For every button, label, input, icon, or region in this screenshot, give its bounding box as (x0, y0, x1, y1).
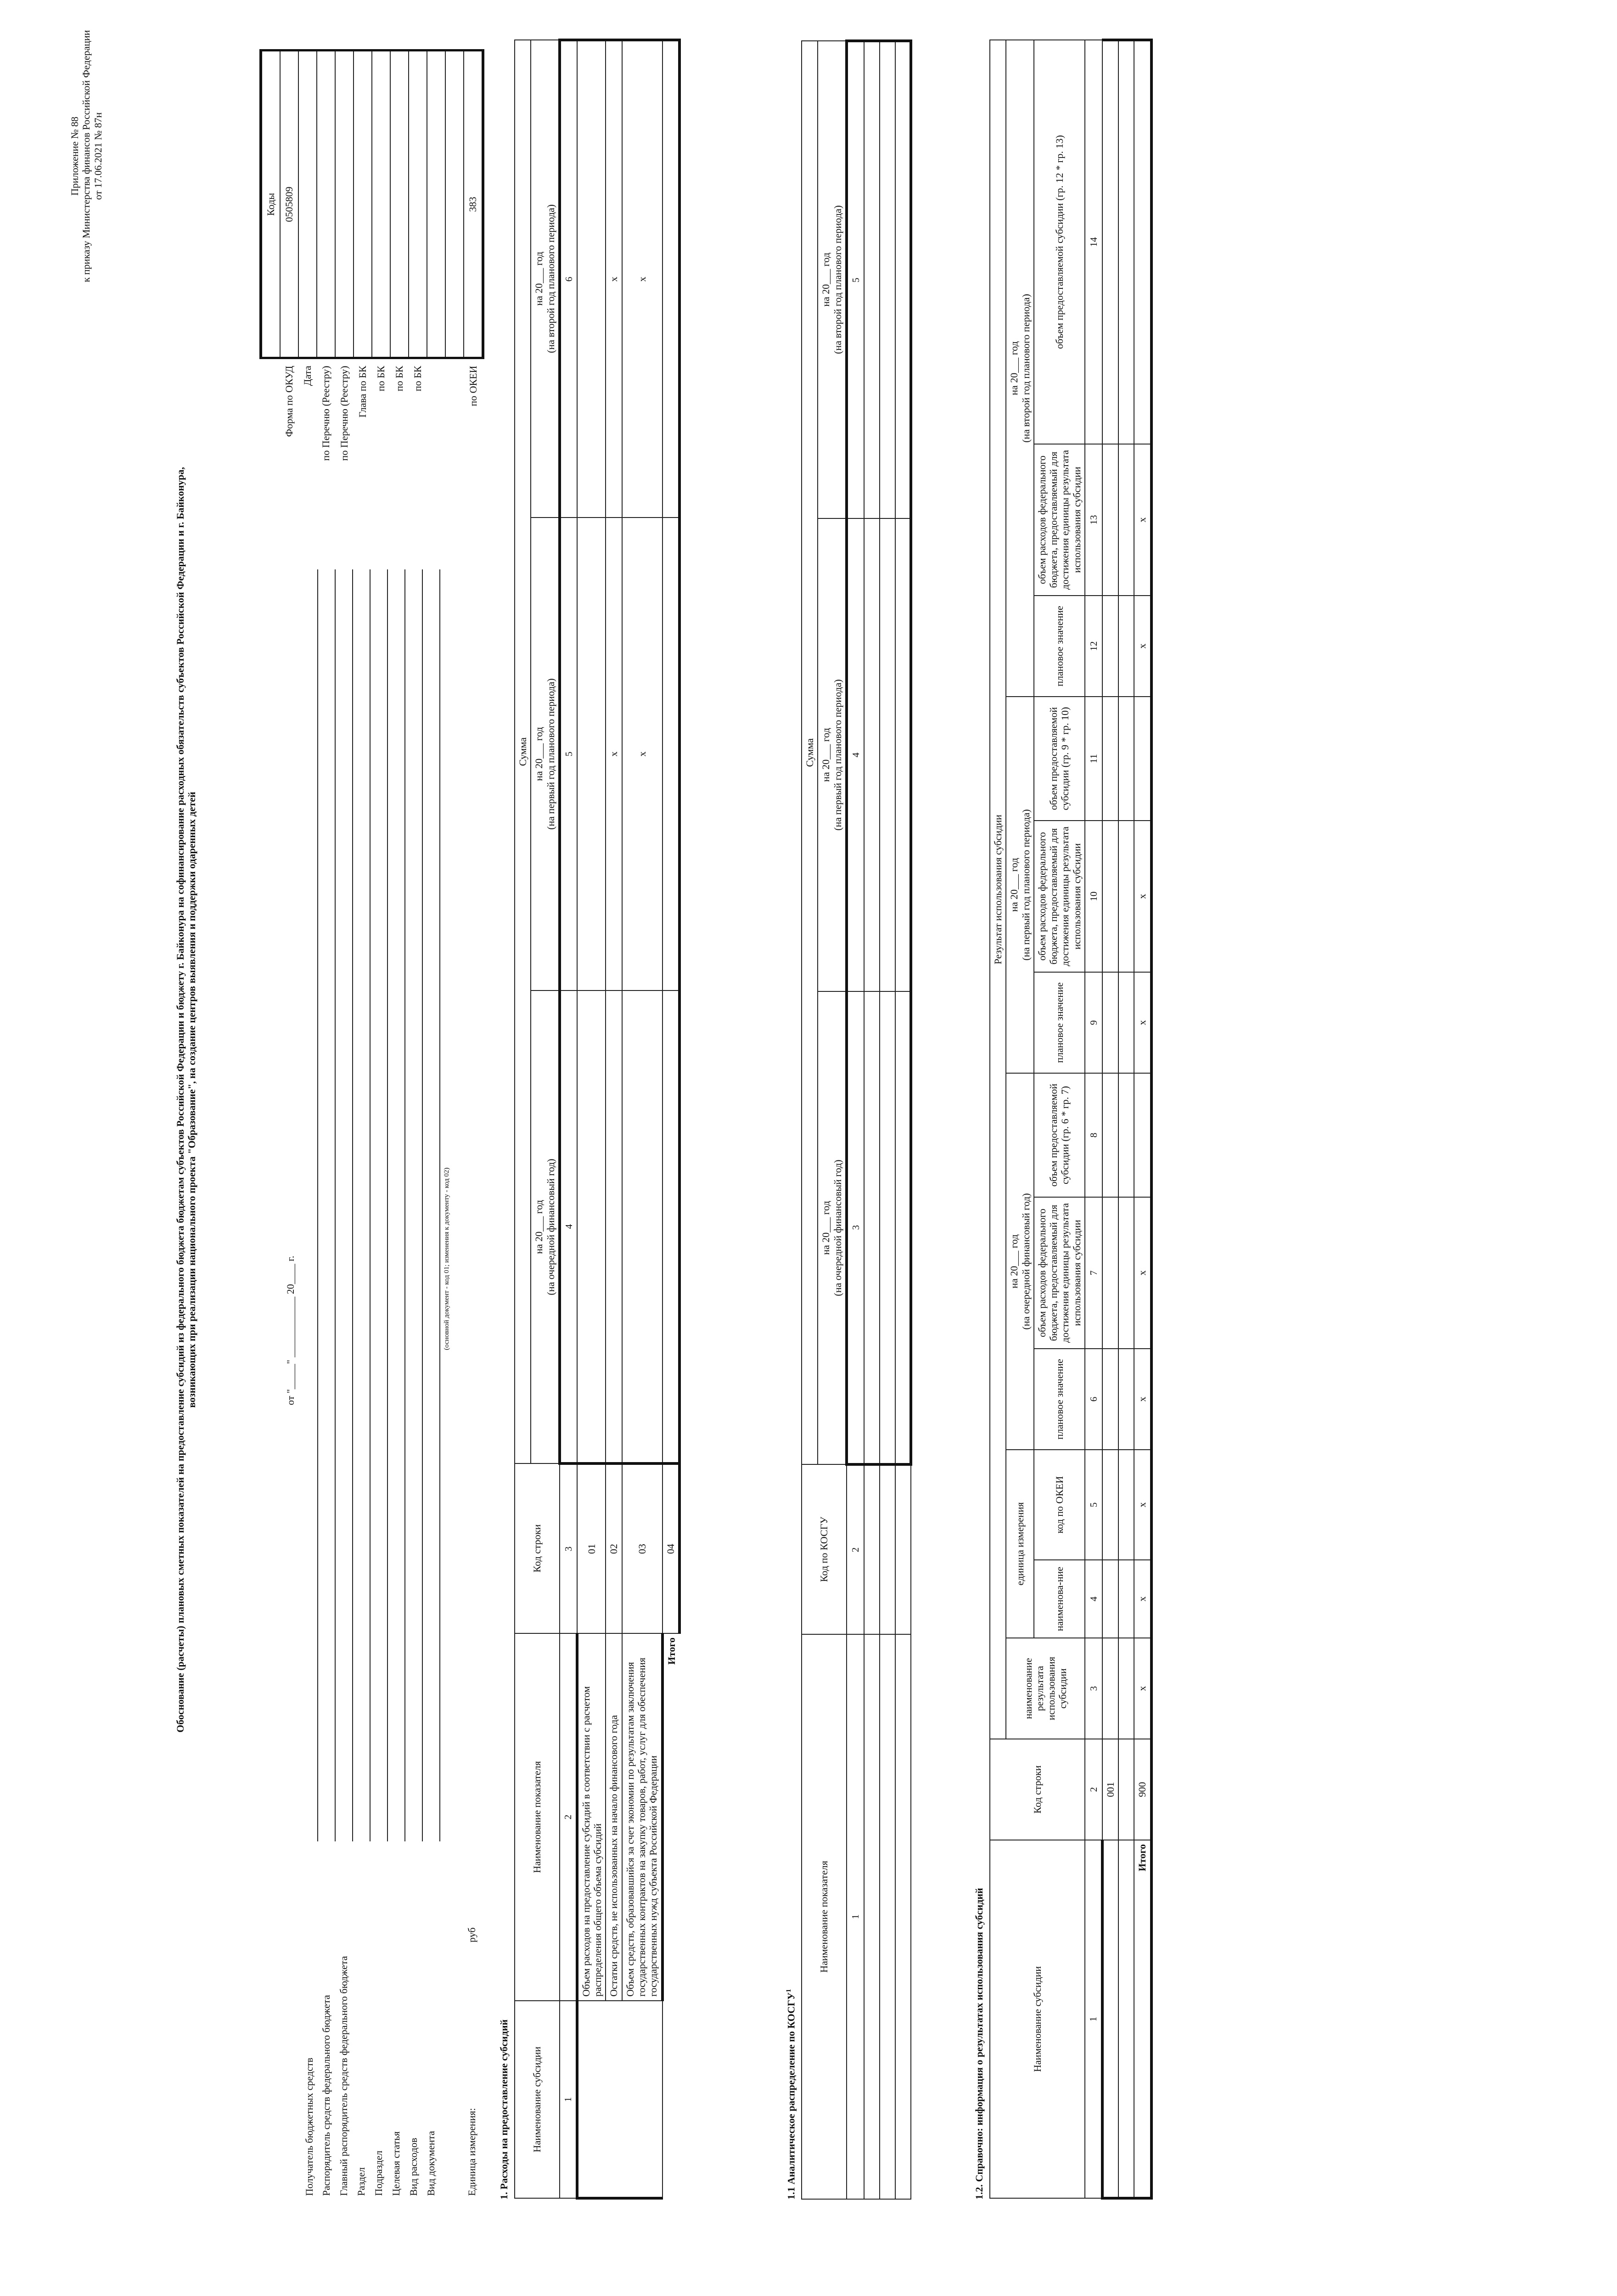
s12-col-num: 5 (1085, 1450, 1102, 1560)
s1-head-year3: на 20___ год (на второй год планового периода) (531, 40, 560, 518)
table-row-total (1134, 40, 1151, 2198)
s11-head-year1: на 20___ год (на очередной финансовый год) (818, 991, 847, 1464)
appendix-line-3: от 17.06.2021 № 87н (92, 112, 104, 200)
s12-col-num: 10 (1085, 821, 1102, 972)
section12-table (989, 41, 1153, 2200)
s12-total-label: Итого (1134, 1840, 1151, 2198)
s11-cell[interactable] (895, 1464, 911, 1634)
s11-col-num: 1 (847, 1634, 864, 2199)
s12-total-code: 900 (1134, 1739, 1151, 1840)
s12-subsidy-name-cell[interactable] (1102, 1840, 1118, 2198)
s12-total-volume-2 (1134, 697, 1151, 821)
s12-total-x: x (1134, 1638, 1151, 1739)
field-label-manager: Распорядитель средств федерального бюджета (320, 1995, 332, 2196)
s12-total-x: x (1134, 821, 1151, 972)
s1-total-code: 04 (663, 1463, 679, 1633)
s12-cell[interactable] (1102, 1349, 1118, 1450)
s1-head-indicator: Наименование показателя (515, 1633, 560, 2001)
field-chief-manager[interactable] (335, 569, 353, 1841)
s11-cell[interactable] (864, 1634, 880, 2199)
s12-total-x: x (1134, 1560, 1151, 1638)
s12-col-num: 2 (1085, 1739, 1102, 1840)
s1-total-label: Итого (666, 1638, 678, 1665)
s11-cell[interactable] (880, 518, 895, 991)
code-label-chapter-bk: Глава по БК (357, 366, 369, 418)
s1-row-v2: x (606, 518, 622, 990)
s12-cell[interactable] (1118, 40, 1134, 444)
code-label-date: Дата (302, 366, 314, 386)
s12-total-x: x (1134, 444, 1151, 596)
s12-cell[interactable] (1118, 1450, 1134, 1560)
code-value-date[interactable] (298, 51, 317, 358)
s11-col-num: 2 (847, 1464, 864, 1634)
s1-row-v1[interactable] (622, 990, 663, 1463)
codes-box (259, 51, 484, 533)
code-label-bk-3: по БК (412, 366, 424, 392)
table-row (622, 40, 663, 2198)
s12-total-x: x (1134, 1197, 1151, 1349)
s12-col-num: 6 (1085, 1349, 1102, 1450)
s11-cell[interactable] (880, 41, 895, 518)
table-row (577, 40, 606, 2198)
s11-cell[interactable] (895, 1634, 911, 2199)
s12-head-volume-3: объем предоставляемой субсидии (гр. 12 * гр. 13) (1034, 40, 1085, 444)
s1-row-code: 02 (606, 1463, 622, 1633)
s12-head-result-name: наименование результата использования субсидии (1006, 1638, 1085, 1739)
s12-total-x: x (1134, 596, 1151, 697)
code-label-register-2: по Перечню (Реестру) (338, 366, 350, 461)
title-line-1: Обоснование (расчеты) плановых сметных показателей на предоставление субсидий из федерального бюджета бюджетам субъектов Российской Федерации и бюджету г. Байконура на софинансирование расходных обязательств субъектов Российской Федерации и г. Байконура, (174, 467, 186, 1733)
code-label-okei: по ОКЕИ (467, 366, 479, 406)
s11-head-year2: на 20___ год (на первый год планового периода) (818, 518, 847, 991)
unit-value: руб (466, 1927, 477, 1942)
s12-col-num: 8 (1085, 1073, 1102, 1197)
s12-cell[interactable] (1102, 1450, 1118, 1560)
field-label-doc-type: Вид документа (425, 2131, 437, 2196)
field-manager[interactable] (318, 569, 335, 1841)
field-label-target-article: Целевая статья (390, 2131, 402, 2196)
s12-cell[interactable] (1118, 1349, 1134, 1450)
table-row (864, 41, 880, 2199)
table-row (1118, 40, 1134, 2198)
table-row (880, 41, 895, 2199)
unit-label: Единица измерения: (466, 2108, 477, 2196)
s1-head-year2: на 20___ год (на первый год планового периода) (531, 518, 560, 990)
code-value-register-1[interactable] (317, 51, 335, 358)
section1-title: 1. Расходы на предоставление субсидий (498, 2019, 510, 2200)
code-value-blank-2[interactable] (445, 51, 464, 358)
s12-col-num: 13 (1085, 444, 1102, 596)
s12-cell[interactable] (1118, 821, 1134, 972)
s12-col-num: 11 (1085, 697, 1102, 821)
s1-row-v2: x (622, 518, 663, 990)
s11-col-num: 5 (847, 41, 864, 518)
s1-row-v2[interactable] (577, 518, 606, 990)
code-value-okud: 0505809 (280, 51, 298, 358)
s1-head-year1: на 20___ год (на очередной финансовый год) (531, 990, 560, 1463)
field-doc-type[interactable] (422, 569, 440, 1841)
s1-row-v3: x (622, 40, 663, 518)
s12-head-plan-3: плановое значение (1034, 596, 1085, 697)
s12-head-unit-cost-1: объем расходов федерального бюджета, предоставляемый для достижения единицы результата использования субсидии (1034, 1197, 1085, 1349)
field-label-expense-type: Вид расходов (408, 2138, 420, 2196)
s12-cell[interactable] (1102, 697, 1118, 821)
s11-head-year3: на 20___ год (на второй год планового периода) (818, 41, 847, 518)
s1-row-name: Остатки средств, не использованных на начало финансового года (606, 1633, 622, 2001)
date-line: от "_____" ____________ 20____ г. (285, 1255, 296, 1405)
s11-col-num: 3 (847, 991, 864, 1464)
doc-type-hint: (основной документ - код 01; изменения к документу - код 02) (443, 1167, 450, 1350)
field-recipient[interactable] (301, 569, 318, 1841)
s12-cell[interactable] (1118, 972, 1134, 1073)
field-label-subsection: Подраздел (373, 2150, 385, 2196)
code-value-blank-1[interactable] (427, 51, 445, 358)
s12-head-year2: на 20___ год (на первый год планового периода) (1006, 697, 1034, 1073)
s12-head-result: Результат использования субсидии (990, 40, 1006, 1739)
code-label-bk-1: по БК (375, 366, 387, 392)
s12-total-x: x (1134, 972, 1151, 1073)
s12-head-unit-okei: код по ОКЕИ (1034, 1450, 1085, 1560)
s11-cell[interactable] (895, 518, 911, 991)
code-label-bk-2: по БК (393, 366, 405, 392)
s12-cell[interactable] (1102, 40, 1118, 444)
s12-head-year1: на 20___ год (на очередной финансовый год) (1006, 1073, 1034, 1450)
codes-header: Коды (261, 51, 280, 358)
field-label-recipient: Получатель бюджетных средств (303, 2058, 315, 2196)
s1-row-code: 03 (622, 1463, 663, 1633)
field-section[interactable] (353, 569, 370, 1841)
s1-total-v3 (663, 40, 679, 518)
s11-cell[interactable] (864, 518, 880, 991)
code-label-okud: Форма по ОКУД (283, 366, 295, 437)
document-title (174, 78, 198, 2122)
table-row (1102, 40, 1118, 2198)
s1-total-v1 (663, 990, 679, 1463)
s1-row-name: Объем расходов на предоставление субсидий в соответствии с расчетом распределения общего объема субсидий (577, 1633, 606, 2001)
section12-title: 1.2. Справочно: информация о результатах использования субсидий (973, 1888, 985, 2200)
s11-head-kosgu: Код по КОСГУ (802, 1464, 847, 1634)
s1-row-name: Объем средств, образовавшийся за счет экономии по результатам заключения государственных контрактов на закупку товаров, работ, услуг для обеспечения государственных нужд субъекта Российской Федерации (622, 1633, 663, 2001)
s12-col-num: 9 (1085, 972, 1102, 1073)
s12-row-code: 001 (1102, 1739, 1118, 1840)
s12-cell[interactable] (1118, 1638, 1134, 1739)
field-subsection[interactable] (370, 569, 387, 1841)
table-row-total (663, 40, 679, 2198)
s12-total-x: x (1134, 1450, 1151, 1560)
appendix-line-2: к приказу Министерства финансов Российской Федерации (80, 30, 92, 282)
s12-col-num: 7 (1085, 1197, 1102, 1349)
s12-head-unit-cost-3: объем расходов федерального бюджета, предоставляемый для достижения единицы результата использования субсидии (1034, 444, 1085, 596)
s12-cell[interactable] (1118, 1197, 1134, 1349)
s11-cell[interactable] (880, 1634, 895, 2199)
s1-head-subsidy: Наименование субсидии (515, 2001, 560, 2198)
s1-total-v2 (663, 518, 679, 990)
s11-head-indicator: Наименование показателя (802, 1634, 847, 2199)
s12-col-num: 4 (1085, 1560, 1102, 1638)
section11-title: 1.1 Аналитическое распределение по КОСГУ$^1$ (785, 1989, 797, 2200)
s12-cell[interactable] (1102, 1197, 1118, 1349)
field-label-section: Раздел (355, 2167, 367, 2196)
s12-col-num: 14 (1085, 40, 1102, 444)
s12-cell[interactable] (1102, 821, 1118, 972)
s12-cell[interactable] (1118, 1739, 1134, 1840)
s12-head-year3: на 20___ год (на второй год планового периода) (1006, 40, 1034, 697)
s12-cell[interactable] (1118, 1073, 1134, 1197)
code-value-okei: 383 (464, 51, 483, 358)
s12-head-plan-2: плановое значение (1034, 972, 1085, 1073)
header-fields (301, 569, 477, 2200)
s12-cell[interactable] (1118, 596, 1134, 697)
s11-head-sum: Сумма (802, 41, 818, 1464)
code-value-bk-2[interactable] (390, 51, 409, 358)
field-expense-type[interactable] (405, 569, 422, 1841)
s11-cell[interactable] (864, 1464, 880, 1634)
s11-cell[interactable] (895, 991, 911, 1464)
s1-row-code: 01 (577, 1463, 606, 1633)
s12-cell[interactable] (1102, 444, 1118, 596)
s12-cell[interactable] (1102, 596, 1118, 697)
s12-cell[interactable] (1102, 1638, 1118, 1739)
s12-cell[interactable] (1118, 1840, 1134, 2198)
code-value-register-2[interactable] (335, 51, 354, 358)
s12-head-volume-2: объем предоставляемой субсидии (гр. 9 * гр. 10) (1034, 697, 1085, 821)
section1-table (514, 41, 681, 2200)
title-line-2: возникающих при реализации национального проекта "Образование", на создание центров выявления и поддержки одаренных детей (186, 792, 198, 1408)
s12-cell[interactable] (1118, 1560, 1134, 1638)
s1-subsidy-name-cell[interactable] (577, 2001, 663, 2198)
appendix-line-1: Приложение № 88 (69, 116, 80, 196)
s12-total-x: x (1134, 1349, 1151, 1450)
code-value-bk-3[interactable] (409, 51, 427, 358)
s1-col-num: 1 (560, 2001, 577, 2198)
field-target-article[interactable] (387, 569, 405, 1841)
s1-row-v1[interactable] (577, 990, 606, 1463)
s12-head-plan-1: плановое значение (1034, 1349, 1085, 1450)
s12-head-subsidy: Наименование субсидии (990, 1840, 1085, 2198)
s12-head-unit-name: наименова-ние (1034, 1560, 1085, 1638)
s11-cell[interactable] (864, 991, 880, 1464)
table-row (606, 40, 622, 2198)
s1-col-num: 5 (560, 518, 577, 990)
s12-total-volume-3 (1134, 40, 1151, 444)
s12-cell[interactable] (1118, 444, 1134, 596)
s1-head-sum: Сумма (515, 40, 531, 1463)
s12-head-unit: единица измерения (1006, 1450, 1034, 1638)
code-value-chapter-bk[interactable] (354, 51, 372, 358)
s1-row-v3: x (606, 40, 622, 518)
s11-col-num: 4 (847, 518, 864, 991)
field-label-chief-manager: Главный распорядитель средств федерального бюджета (338, 1956, 350, 2196)
s12-total-volume-1 (1134, 1073, 1151, 1197)
s11-cell[interactable] (880, 991, 895, 1464)
s1-col-num: 3 (560, 1463, 577, 1633)
s1-col-num: 6 (560, 40, 577, 518)
code-label-register-1: по Перечню (Реестру) (320, 366, 332, 461)
s12-cell[interactable] (1102, 1073, 1118, 1197)
section11-table (801, 41, 912, 2200)
s12-col-num: 1 (1085, 1840, 1102, 2198)
s12-head-volume-1: объем предоставляемой субсидии (гр. 6 * гр. 7) (1034, 1073, 1085, 1197)
s12-cell[interactable] (1102, 1560, 1118, 1638)
s12-col-num: 12 (1085, 596, 1102, 697)
s12-col-num: 3 (1085, 1638, 1102, 1739)
s12-cell[interactable] (1118, 697, 1134, 821)
appendix-note (69, 28, 104, 285)
s1-col-num: 2 (560, 1633, 577, 2001)
s11-cell[interactable] (880, 1464, 895, 1634)
s12-head-row-code: Код строки (990, 1739, 1085, 1840)
s1-row-v3[interactable] (577, 40, 606, 518)
s12-cell[interactable] (1102, 972, 1118, 1073)
s1-col-num: 4 (560, 990, 577, 1463)
s1-row-v1[interactable] (606, 990, 622, 1463)
s12-head-unit-cost-2: объем расходов федерального бюджета, предоставляемый для достижения единицы результата использования субсидии (1034, 821, 1085, 972)
s11-cell[interactable] (864, 41, 880, 518)
s1-head-row-code: Код строки (515, 1463, 560, 1633)
code-value-bk-1[interactable] (372, 51, 390, 358)
s11-cell[interactable] (895, 41, 911, 518)
table-row (895, 41, 911, 2199)
